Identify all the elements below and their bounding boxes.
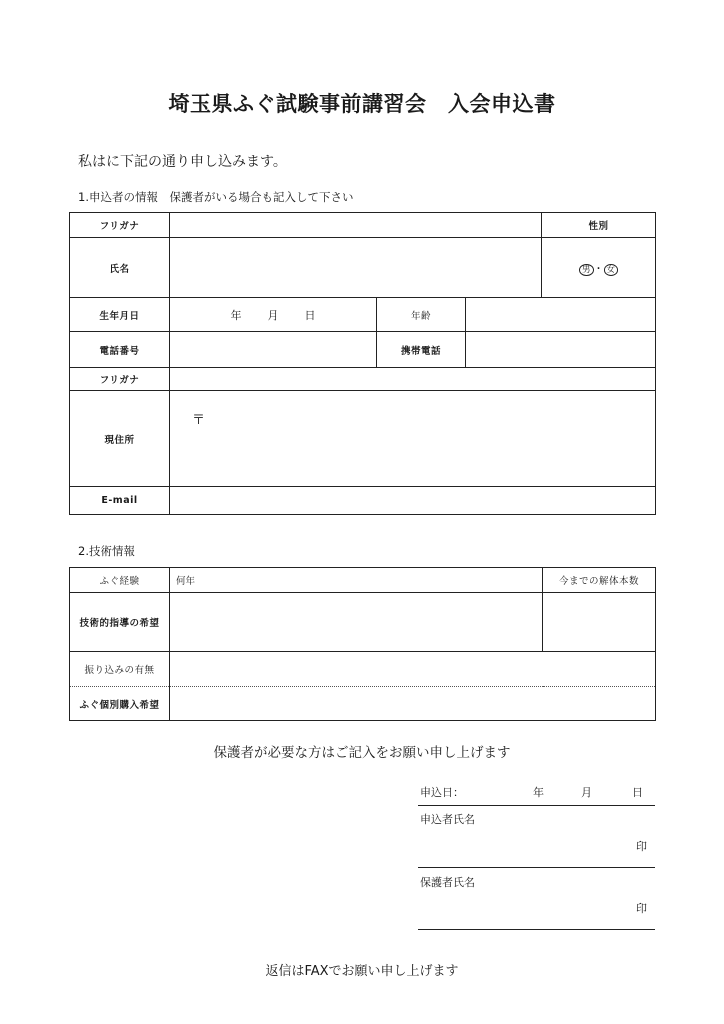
birth-day: 日 bbox=[304, 308, 316, 322]
dissect-count-field[interactable] bbox=[543, 593, 656, 652]
apply-month: 月 bbox=[581, 786, 592, 799]
apply-day: 日 bbox=[632, 786, 643, 799]
email-field[interactable] bbox=[170, 487, 656, 515]
apply-date-line[interactable] bbox=[418, 805, 655, 806]
section2-heading: 2.技術情報 bbox=[78, 544, 135, 558]
name-field[interactable] bbox=[170, 238, 542, 298]
guardian-name-line[interactable] bbox=[418, 929, 655, 930]
phone-field[interactable] bbox=[170, 332, 377, 368]
age-label: 年齢 bbox=[377, 298, 466, 332]
birthdate-field[interactable] bbox=[170, 298, 377, 332]
birthdate-label: 生年月日 bbox=[70, 298, 170, 332]
furigana-field[interactable] bbox=[170, 213, 542, 238]
apply-year: 年 bbox=[533, 786, 544, 799]
experience-label: ふぐ経験 bbox=[70, 568, 170, 593]
address-label: 現住所 bbox=[70, 391, 170, 487]
experience-unit: 何年 bbox=[176, 576, 196, 587]
transfer-field[interactable] bbox=[170, 652, 656, 687]
guardian-seal: 印 bbox=[636, 902, 647, 915]
applicant-name-line[interactable] bbox=[418, 867, 655, 868]
experience-field[interactable] bbox=[170, 568, 543, 593]
email-label: E-mail bbox=[70, 487, 170, 515]
page-title: 埼玉県ふぐ試験事前講習会 入会申込書 bbox=[168, 92, 556, 116]
mobile-field[interactable] bbox=[466, 332, 656, 368]
gender-label: 性別 bbox=[542, 213, 656, 238]
address-furigana-field[interactable] bbox=[170, 368, 656, 391]
dissect-count-label: 今までの解体本数 bbox=[543, 568, 656, 593]
guardian-name-label: 保護者氏名 bbox=[420, 876, 475, 889]
guidance-field[interactable] bbox=[170, 593, 543, 652]
intro-text: 私はに下記の通り申し込みます。 bbox=[78, 154, 287, 170]
furigana-label: フリガナ bbox=[70, 213, 170, 238]
address-field[interactable] bbox=[170, 391, 656, 487]
section1-heading: 1.申込者の情報 保護者がいる場合も記入して下さい bbox=[78, 190, 354, 204]
purchase-field[interactable] bbox=[170, 687, 656, 721]
postal-mark-icon: 〒 bbox=[192, 413, 206, 428]
guidance-label: 技術的指導の希望 bbox=[70, 593, 170, 652]
address-furigana-label: フリガナ bbox=[70, 368, 170, 391]
guardian-note: 保護者が必要な方はご記入をお願い申し上げます bbox=[213, 745, 511, 761]
purchase-label: ふぐ個別購入希望 bbox=[70, 687, 170, 721]
applicant-name-label: 申込者氏名 bbox=[420, 813, 475, 826]
gender-choice[interactable] bbox=[542, 238, 656, 298]
gender-female-option[interactable]: 女 bbox=[604, 264, 619, 276]
apply-date-label: 申込日： bbox=[420, 786, 464, 799]
mobile-label: 携帯電話 bbox=[377, 332, 466, 368]
transfer-label: 振り込みの有無 bbox=[70, 652, 170, 687]
age-field[interactable] bbox=[466, 298, 656, 332]
applicant-info-table bbox=[69, 212, 656, 515]
phone-label: 電話番号 bbox=[70, 332, 170, 368]
gender-male-option[interactable]: 男 bbox=[579, 264, 594, 276]
gender-separator: ・ bbox=[593, 264, 604, 275]
name-label: 氏名 bbox=[70, 238, 170, 298]
applicant-seal: 印 bbox=[636, 840, 647, 853]
fax-footer: 返信はFAXでお願い申し上げます bbox=[265, 964, 459, 979]
birth-year: 年 bbox=[230, 308, 242, 322]
technical-info-table bbox=[69, 567, 656, 721]
birth-month: 月 bbox=[267, 308, 279, 322]
